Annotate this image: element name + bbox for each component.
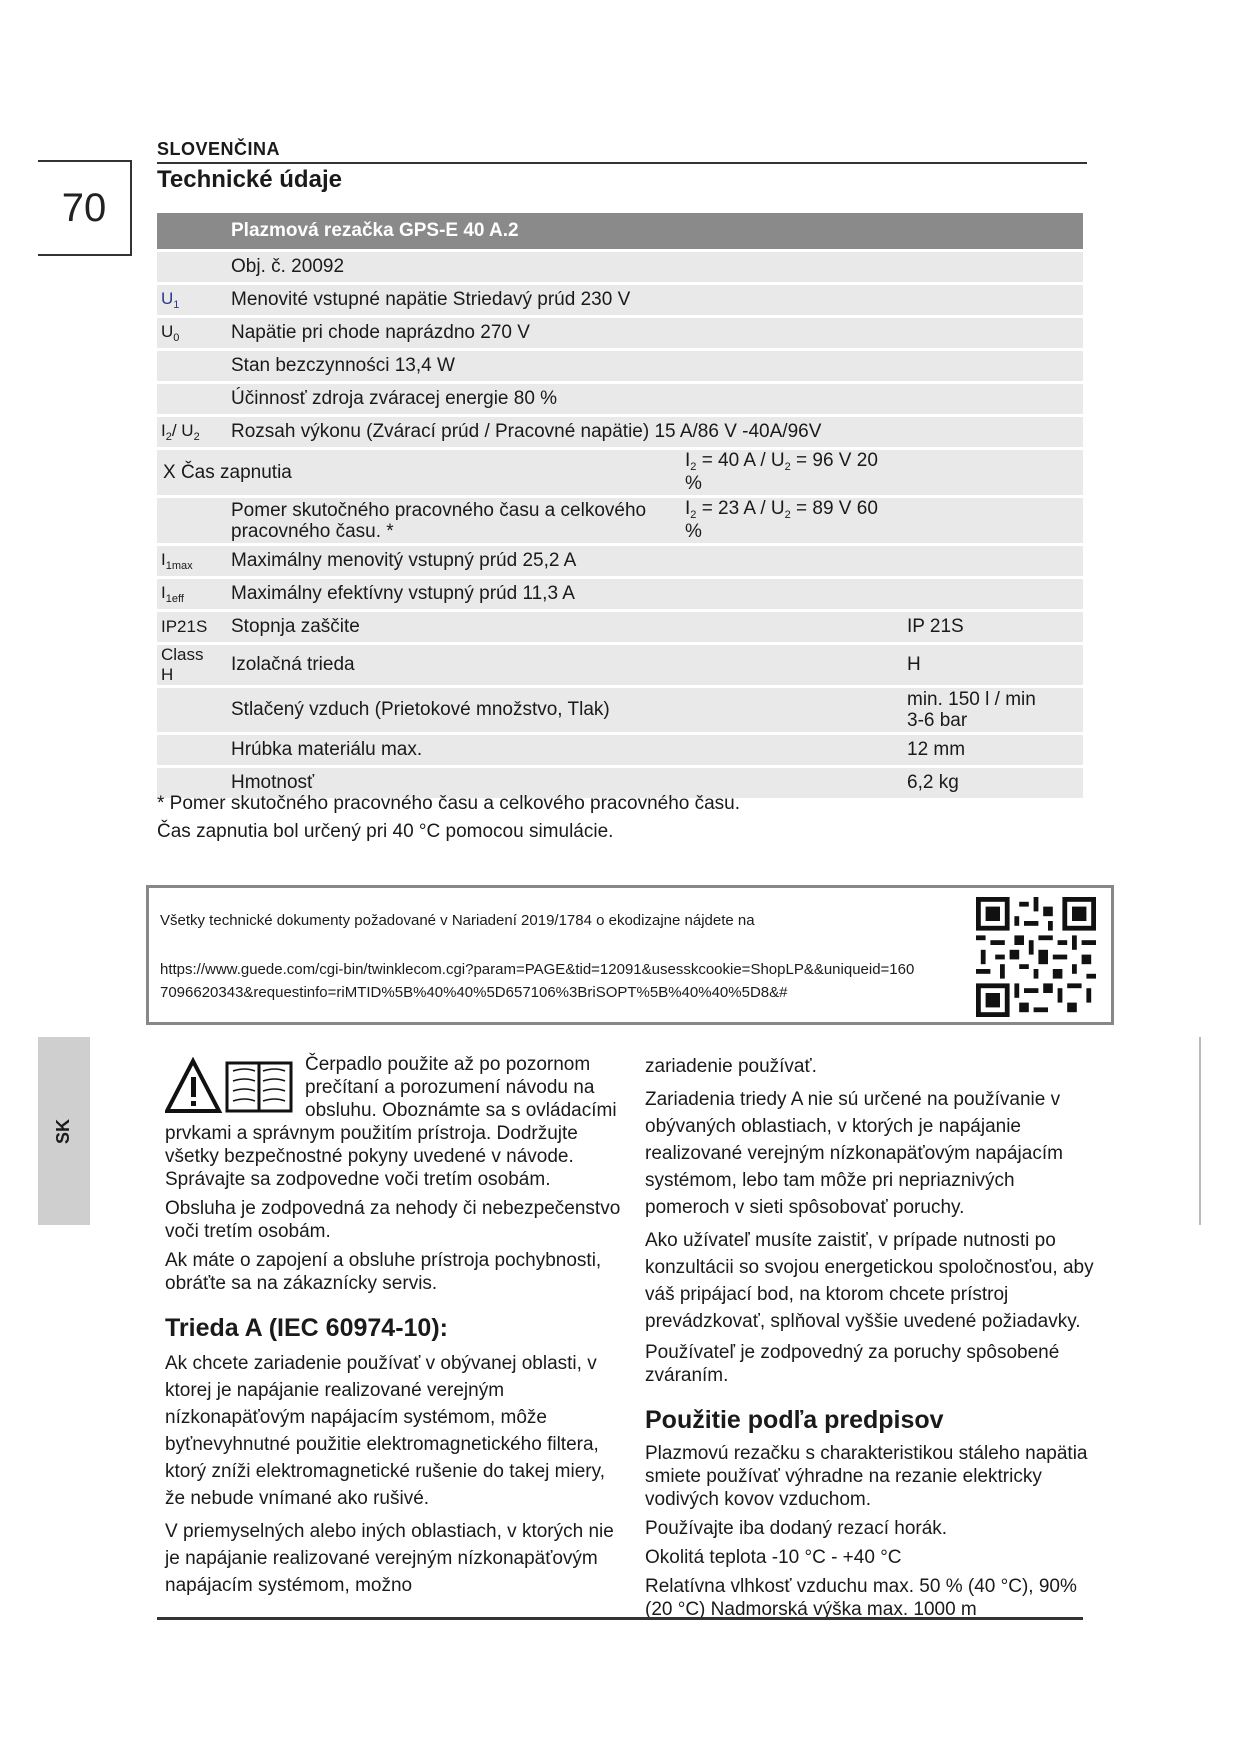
symbol-i2-u2: $I_2/$ $U_2$ — [157, 417, 225, 447]
language-side-tab: SK — [38, 1037, 90, 1225]
table-row: $I_{1eff}$ Maximálny efektívny vstupný prúd 11,3 A — [157, 579, 1083, 609]
class-a-paragraph: Ak chcete zariadenie používať v obývanej oblasti, v ktorej je napájanie realizované verejným nízkonapäťovým napájacím systémom, môže byťnevyhnutné použitie elektromagnetického filtera, ktorý zníži elektromagnetické rušenie do takej miery, že nebude vnímané ako rušivé. — [165, 1353, 605, 1509]
left-column — [165, 1053, 625, 1605]
page-number: 70 — [38, 160, 132, 256]
symbol-i1max: $I_{1max}$ — [157, 546, 225, 576]
ecodesign-box — [146, 885, 1114, 1025]
table-row: X Čas zapnutia $I_2 = 40$ $A / U_2 = 96$ V 20 % — [157, 450, 1083, 495]
warning-read-manual-icon — [165, 1057, 295, 1115]
right-column: zariadenie používať. Zariadenia triedy A nie sú určené na používanie v obývaných oblastiach, v ktorých je napájanie realizované verejným nízkonapäťovým napájacím systémom, lebo tam môže pri nepriaznivých pomeroch v sieti spôsobovať poruchy. Ako užívateľ musíte zaistiť, v prípade nutnosti po konzultácii so svojou energetickou spoločnosťou, aby váš pripájací bod, na ktorom chcete prístroj prevádzkovať, splňoval vyššie uvedené požiadavky. Používateľ je zodpovedný za poruchy spôsobené zváraním. Použitie podľa predpisov Plazmovú rezačku s charakteristikou stáleho napätia smiete používať výhradne na rezanie elektricky vodivých kovov vzduchom. Používajte iba dodaný rezací horák. Okolitá teplota -10 °C - +40 °C Relatívna vlhkosť vzduchu max. 50 % (40 °C), 90% (20 °C) Nadmorská výška max. 1000 m — [645, 1056, 1094, 1620]
industrial-paragraph: V priemyselných alebo iných oblastiach, v ktorých nie je napájanie realizované verejným nízkonapäťovým napájacím systémom, možno — [165, 1521, 614, 1596]
table-row: $U_0$ Napätie pri chode naprázdno 270 V — [157, 318, 1083, 348]
table-row: IP21S Stopnja zaščite IP 21S — [157, 612, 1083, 642]
table-row: Účinnosť zdroja zváracej energie 80 % — [157, 384, 1083, 414]
intended-use-heading: Použitie podľa predpisov — [645, 1406, 944, 1434]
specs-table — [157, 210, 1083, 801]
table-row: $I_2/$ $U_2$ Rozsah výkonu (Zvárací prúd / Pracovné napätie) 15 A/86 V -40A/96V — [157, 417, 1083, 447]
responsibility-paragraph: Obsluha je zodpovedná za nehody či nebezpečenstvo voči tretím osobám. — [165, 1198, 621, 1242]
language-label: SLOVENČINA — [157, 139, 281, 159]
duty-cycle-60: $I_2 = 23$ $A / U_2 = 89$ V 60 % — [679, 498, 901, 543]
table-row: Hrúbka materiálu max. 12 mm — [157, 735, 1083, 765]
table-row: $I_{1max}$ Maximálny menovitý vstupný prúd 25,2 A — [157, 546, 1083, 576]
table-row: $U_1$ Menovité vstupné napätie Striedavý prúd 230 V — [157, 285, 1083, 315]
right-margin-mark — [1199, 1037, 1201, 1225]
symbol-u0: $U_0$ — [157, 318, 225, 348]
table-row: Class H Izolačná trieda H — [157, 645, 1083, 685]
symbol-u1: $U_1$ — [157, 285, 225, 315]
table-row: Hmotnosť 6,2 kg — [157, 768, 1083, 798]
ecodesign-url[interactable]: https://www.guede.com/cgi-bin/twinklecom.cgi?param=PAGE&tid=12091&usesskcookie=ShopLP&&uniqueid=1607096620343&requestinfo=riMTID%5B%40%40%5D657106%3BriSOPT%5B%40%40%5D8&# — [160, 961, 915, 1001]
table-row: Pomer skutočného pracovného času a celkového pracovného času. * $I_2 = 23$ $A / U_2 = 89$ V 60 % — [157, 498, 1083, 543]
top-rule — [157, 162, 1087, 164]
page-title: Technické údaje — [157, 166, 342, 193]
symbol-i1eff: $I_{1eff}$ — [157, 579, 225, 609]
table-row: Obj. č. 20092 — [157, 252, 1083, 282]
qr-code-icon[interactable] — [976, 897, 1096, 1017]
class-a-heading: Trieda A (IEC 60974-10): — [165, 1314, 448, 1342]
service-paragraph: Ak máte o zapojení a obsluhe prístroja pochybnosti, obráťte sa na zákaznícky servis. — [165, 1250, 602, 1294]
table-row: Stan bezczynności 13,4 W — [157, 351, 1083, 381]
product-name: Plazmová rezačka GPS-E 40 A.2 — [225, 213, 901, 249]
safety-paragraph: Čerpadlo použite až po pozornom prečítaní a porozumení návodu na obsluhu. Oboznámte sa s ovládacími prvkami a správnym použitím prístroja. Dodržujte všetky bezpečnostné pokyny uvedené v návode. Správajte sa zodpovedne voči tretím osobám. — [165, 1054, 617, 1190]
bottom-rule — [157, 1617, 1083, 1620]
footnotes: * Pomer skutočného pracovného času a celkového pracovného času. Čas zapnutia bol určený pri 40 °C pomocou simulácie. — [157, 793, 741, 842]
table-row: Stlačený vzduch (Prietokové množstvo, Tlak) min. 150 l / min 3-6 bar — [157, 688, 1083, 732]
duty-cycle-20: $I_2 = 40$ $A / U_2 = 96$ V 20 % — [679, 450, 901, 495]
ecodesign-text: Všetky technické dokumenty požadované v Nariadení 2019/1784 o ekodizajne nájdete na — [160, 912, 755, 929]
table-header-row — [157, 213, 1083, 249]
